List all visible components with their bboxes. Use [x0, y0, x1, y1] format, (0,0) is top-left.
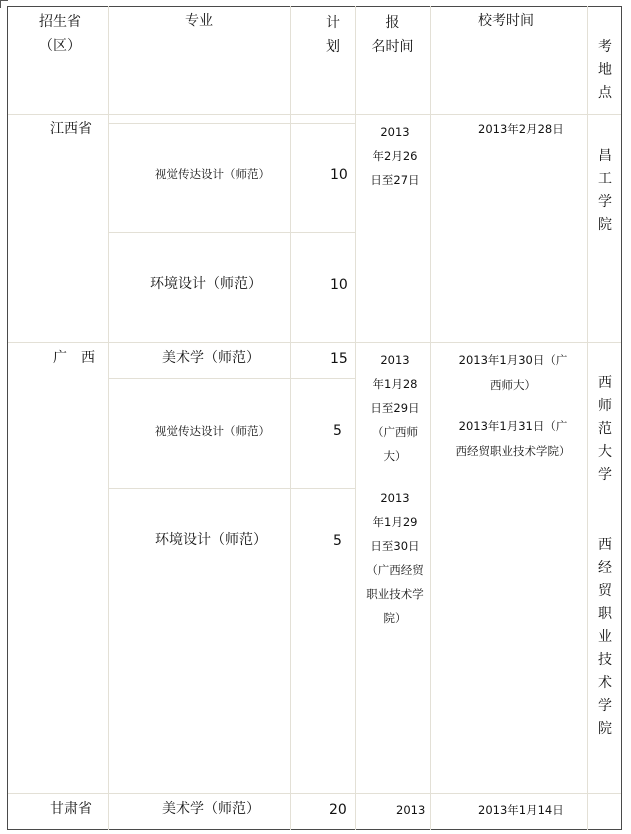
plan-value: 10: [330, 277, 348, 293]
major-fine-arts: 美术学（师范）: [162, 350, 260, 366]
province-gansu: 甘肃省: [50, 801, 92, 817]
major-visual-design: 视觉传达设计（师范）: [155, 167, 270, 181]
header-exam-time: 校考时间: [478, 13, 534, 29]
exam-time-gansu: 2013年1月14日: [478, 803, 564, 817]
plan-value: 15: [330, 351, 348, 367]
major-environment-design: 环境设计（师范）: [155, 532, 267, 548]
registration-time-jiangxi: 2013 年2月26 日至27日: [370, 125, 420, 187]
plan-value: 5: [333, 533, 342, 549]
plan-value: 10: [330, 167, 348, 183]
header-province: 招生省 （区）: [39, 14, 81, 54]
header-plan: 计 划: [326, 15, 340, 55]
exam-site-guangxi-normal: 西师范大学: [598, 375, 612, 483]
exam-time-guangxi-normal: 2013年1月30日（广 西师大）: [458, 353, 568, 392]
plan-value: 5: [333, 423, 342, 439]
header-registration-time: 报 名时间: [371, 15, 414, 55]
registration-time-guangxi-trade: 2013 年1月29 日至30日 （广西经贸 职业技术学 院）: [366, 491, 424, 625]
exam-time-jiangxi: 2013年2月28日: [478, 122, 564, 136]
major-fine-arts: 美术学（师范）: [162, 801, 260, 817]
exam-time-guangxi-trade: 2013年1月31日（广 西经贸职业技术学院）: [455, 419, 571, 458]
plan-value: 20: [329, 802, 347, 818]
registration-time-guangxi-normal: 2013 年1月28 日至29日 （广西师 大）: [370, 353, 420, 463]
province-guangxi: 广 西: [53, 350, 95, 366]
header-major: 专业: [185, 13, 213, 29]
major-environment-design: 环境设计（师范）: [150, 276, 262, 292]
province-jiangxi: 江西省: [50, 121, 92, 137]
exam-site-guangxi-trade: 西经贸职业技术学院: [598, 537, 612, 737]
registration-time-gansu: 2013: [396, 803, 426, 817]
header-exam-site: 考地点: [598, 39, 612, 101]
major-visual-design: 视觉传达设计（师范）: [155, 424, 270, 438]
exam-site-jiangxi: 昌工学院: [598, 148, 612, 233]
